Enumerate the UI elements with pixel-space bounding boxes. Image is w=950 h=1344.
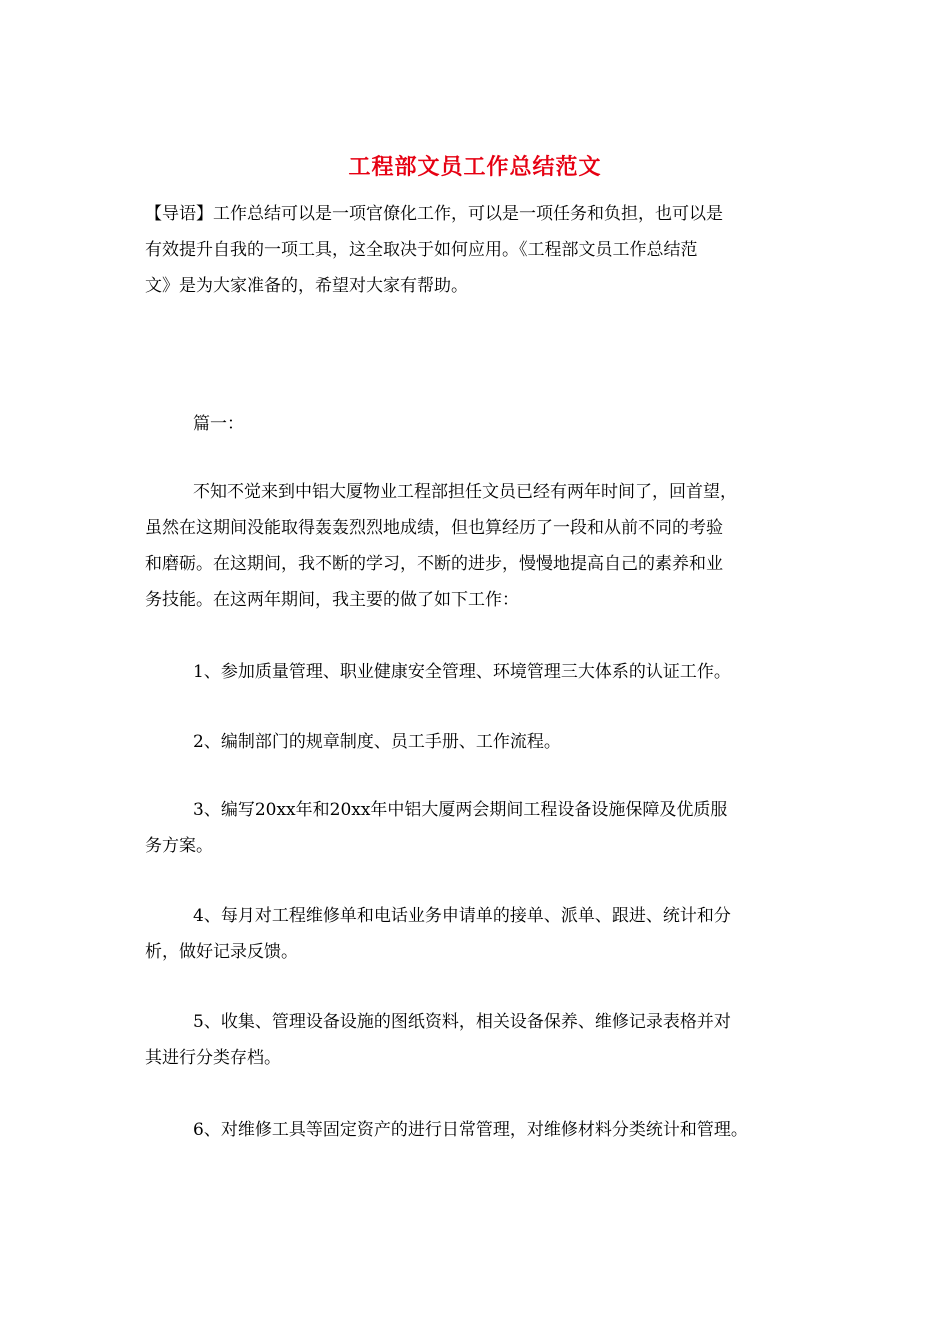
document-title: 工程部文员工作总结范文 xyxy=(348,154,602,180)
intro-line: 文》是为大家准备的，希望对大家有帮助。 xyxy=(145,276,468,296)
list-item-3 xyxy=(145,792,810,864)
list-item-6 xyxy=(145,1112,810,1148)
section-heading-text: 篇一： xyxy=(193,414,244,434)
list-item-5 xyxy=(145,1004,810,1076)
list-item-line: 务方案。 xyxy=(145,836,213,856)
intro-line: 有效提升自我的一项工具，这全取决于如何应用。《工程部文员工作总结范 xyxy=(145,240,698,260)
list-item-line: 其进行分类存档。 xyxy=(145,1048,281,1068)
paragraph-line: 和磨砺。在这期间，我不断的学习，不断的进步，慢慢地提高自己的素养和业 xyxy=(145,554,723,574)
list-item-1 xyxy=(145,654,810,690)
list-item-line: 析，做好记录反馈。 xyxy=(145,942,298,962)
list-item-line: 5、收集、管理设备设施的图纸资料，相关设备保养、维修记录表格并对 xyxy=(193,1012,731,1032)
paragraph-body xyxy=(145,474,810,618)
paragraph-line: 不知不觉来到中铝大厦物业工程部担任文员已经有两年时间了，回首望， xyxy=(193,482,737,502)
section-heading xyxy=(145,406,810,442)
list-item-line: 2、编制部门的规章制度、员工手册、工作流程。 xyxy=(193,732,561,752)
list-item-2 xyxy=(145,724,810,760)
intro-paragraph xyxy=(145,196,805,304)
paragraph-line: 虽然在这期间没能取得轰轰烈烈地成绩，但也算经历了一段和从前不同的考验 xyxy=(145,518,723,538)
list-item-line: 1、参加质量管理、职业健康安全管理、环境管理三大体系的认证工作。 xyxy=(193,662,731,682)
list-item-line: 4、每月对工程维修单和电话业务申请单的接单、派单、跟进、统计和分 xyxy=(193,906,731,926)
list-item-line: 6、对维修工具等固定资产的进行日常管理，对维修材料分类统计和管理。 xyxy=(193,1120,748,1140)
intro-line: 【导语】工作总结可以是一项官僚化工作，可以是一项任务和负担，也可以是 xyxy=(145,204,723,224)
list-item-4 xyxy=(145,898,810,970)
paragraph-line: 务技能。在这两年期间，我主要的做了如下工作： xyxy=(145,590,519,610)
list-item-line: 3、编写20xx年和20xx年中铝大厦两会期间工程设备设施保障及优质服 xyxy=(193,800,728,820)
